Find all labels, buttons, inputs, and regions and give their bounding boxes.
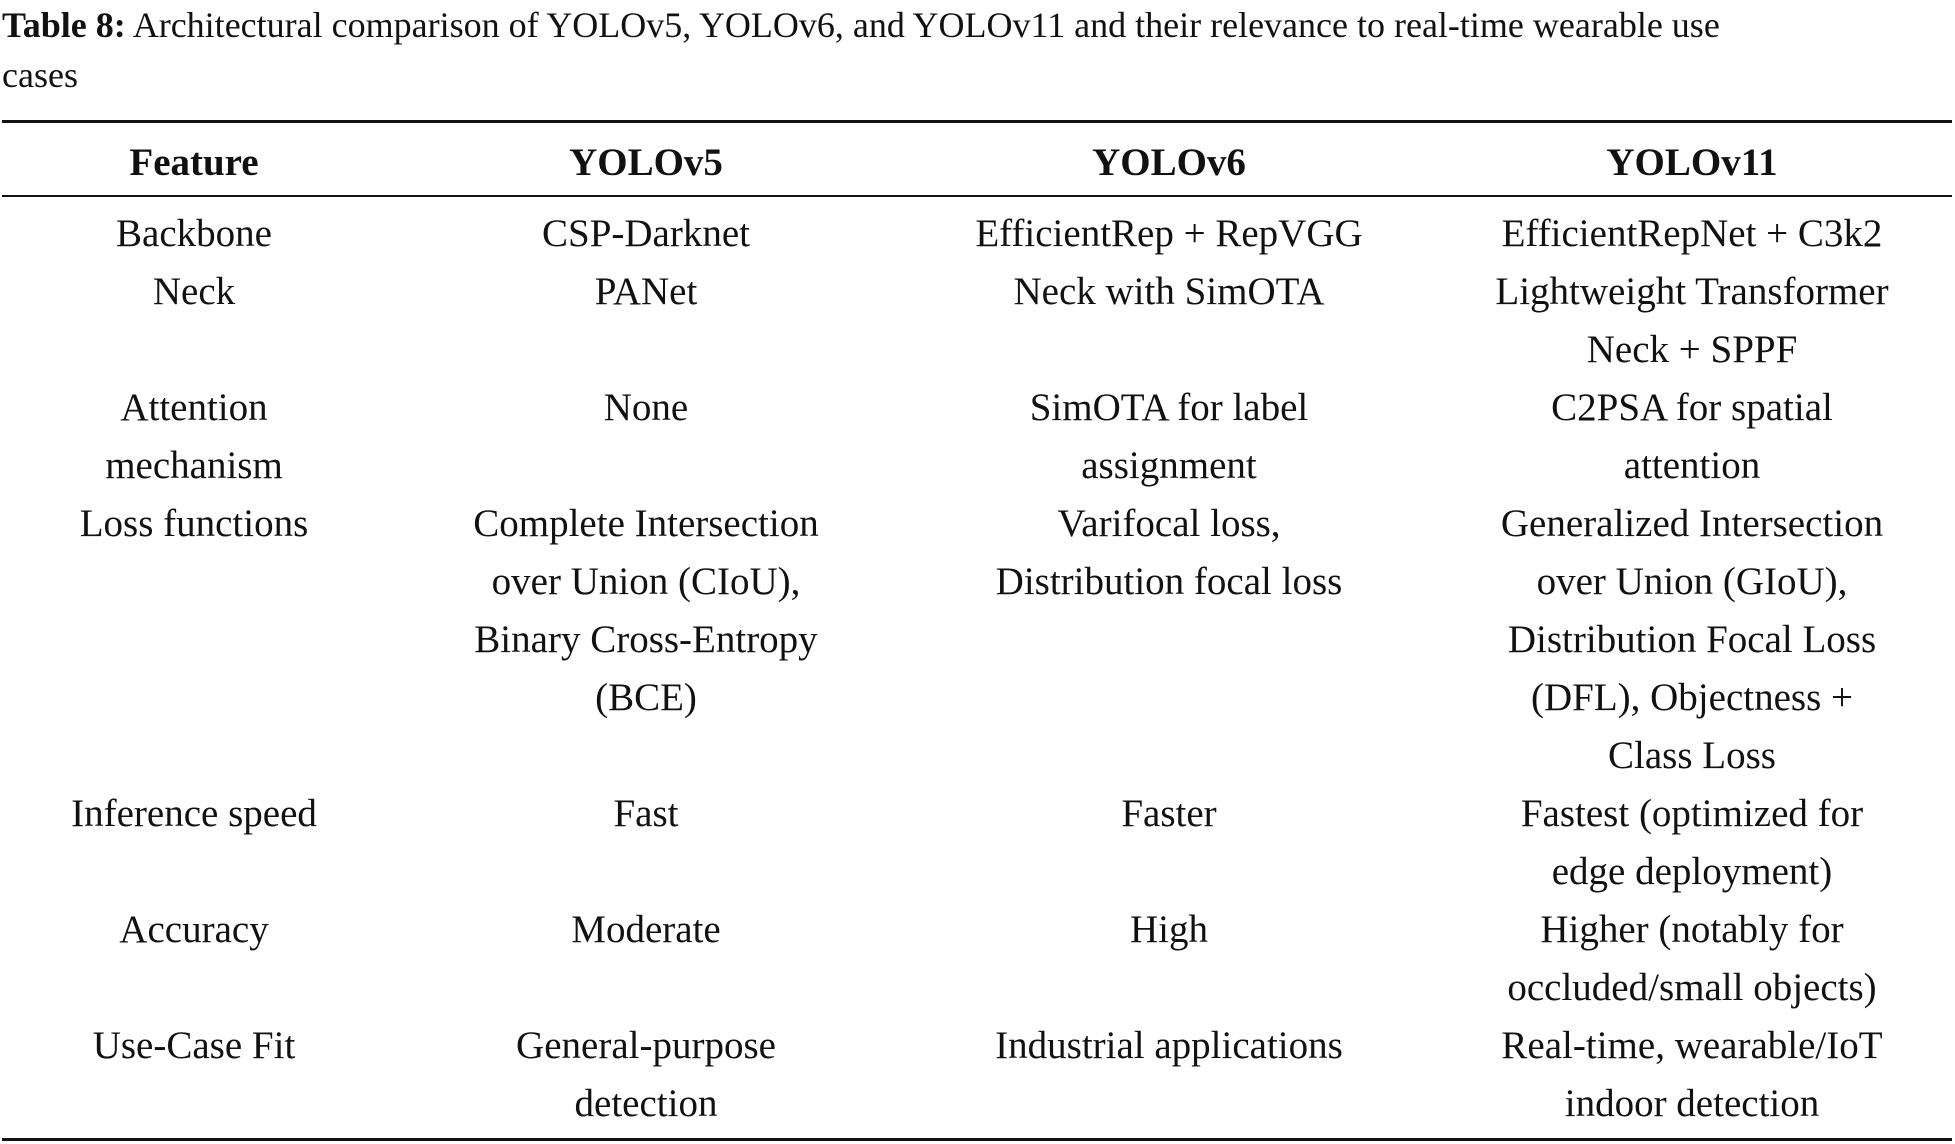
table-cell-yolov11 [1432,901,1952,1017]
table-cell-line: PANet [594,270,698,313]
table-caption-text: Architectural comparison of YOLOv5, YOLOv6, and YOLOv11 and their relevance to real-time wearable use [132,5,1720,45]
table-cell-line: Higher (notably for [1540,908,1844,951]
table-header-rule [2,195,1952,197]
table-cell-line: (DFL), Objectness + [1530,676,1854,719]
table-cell-line: Neck [152,270,236,313]
table-cell-line: Distribution Focal Loss [1507,618,1877,661]
table-cell-line: edge deployment) [1551,850,1833,893]
table-cell-line: Backbone [116,212,272,255]
table-cell-feature [2,205,386,263]
table-cell-line: None [603,386,689,429]
table-cell-yolov5 [386,1017,906,1133]
table-cell-line: over Union (CIoU), [491,560,801,603]
table-cell-feature [2,495,386,785]
table-cell-line: General-purpose [516,1024,776,1067]
table-cell-line: Class Loss [1608,734,1776,777]
table-header-row [2,134,1952,192]
table-cell-line: attention [1623,444,1761,487]
table-cell-yolov5 [386,901,906,1017]
header-yolov11: YOLOv11 [1606,141,1778,184]
table-cell-line: C2PSA for spatial [1551,386,1833,429]
table-cell-line: Fast [613,792,679,835]
table-cell-line: EfficientRep + RepVGG [975,212,1363,255]
table-body [2,205,1952,1133]
table-cell-line: Attention [120,386,268,429]
table-cell-line: Use-Case Fit [92,1024,296,1067]
table-cell-line: High [1130,908,1208,951]
table-cell-line: indoor detection [1564,1082,1820,1125]
table-cell-feature [2,785,386,901]
table-cell-line: occluded/small objects) [1507,966,1877,1009]
table-cell-yolov11 [1432,785,1952,901]
table-cell-line: Neck + SPPF [1586,328,1798,371]
table-cell-feature [2,1017,386,1133]
table-cell-line: over Union (GIoU), [1536,560,1848,603]
header-feature: Feature [129,141,259,184]
table-cell-line: Fastest (optimized for [1520,792,1864,835]
table-cell-yolov5 [386,379,906,495]
table-cell-line: Varifocal loss, [1057,502,1281,545]
table-cell-yolov6 [906,901,1432,1017]
table-cell-line: EfficientRepNet + C3k2 [1501,212,1883,255]
table-cell-line: Inference speed [71,792,317,835]
table-cell-line: Faster [1121,792,1217,835]
table-cell-yolov11 [1432,205,1952,263]
table-caption-label: Table 8: [2,5,126,45]
table-bottom-rule [2,1138,1952,1141]
table-cell-line: Industrial applications [995,1024,1343,1067]
header-yolov5: YOLOv5 [569,141,723,184]
table-cell-line: Distribution focal loss [995,560,1343,603]
table-cell-line: Moderate [571,908,721,951]
table-top-rule [2,120,1952,123]
table-cell-yolov5 [386,205,906,263]
table-cell-line: SimOTA for label [1029,386,1309,429]
table-cell-yolov11 [1432,1017,1952,1133]
table-cell-yolov5 [386,263,906,379]
table-cell-line: (BCE) [595,676,697,719]
table-cell-yolov6 [906,495,1432,785]
table-cell-yolov11 [1432,263,1952,379]
table-cell-line: CSP-Darknet [542,212,750,255]
table-cell-feature [2,901,386,1017]
table-cell-yolov6 [906,205,1432,263]
table-cell-yolov6 [906,263,1432,379]
table-cell-line: assignment [1081,444,1257,487]
table-cell-line: Lightweight Transformer [1495,270,1889,313]
table-cell-line: detection [574,1082,718,1125]
table-cell-feature [2,263,386,379]
table-cell-line: Generalized Intersection [1500,502,1884,545]
table-cell-yolov5 [386,495,906,785]
table-cell-line: mechanism [105,444,283,487]
table-cell-yolov11 [1432,379,1952,495]
table-cell-line: Accuracy [119,908,269,951]
header-yolov6: YOLOv6 [1092,141,1246,184]
table-cell-line: Complete Intersection [473,502,819,545]
table-cell-yolov5 [386,785,906,901]
table-caption-text-continued: cases [2,55,78,95]
table-cell-feature [2,379,386,495]
table-caption [2,0,1952,100]
table-cell-line: Loss functions [79,502,309,545]
table-cell-yolov6 [906,379,1432,495]
table-cell-line: Neck with SimOTA [1013,270,1325,313]
table-cell-line: Binary Cross-Entropy [474,618,818,661]
table-cell-yolov6 [906,785,1432,901]
table-cell-line: Real-time, wearable/IoT [1501,1024,1883,1067]
table-cell-yolov6 [906,1017,1432,1133]
table-cell-yolov11 [1432,495,1952,785]
